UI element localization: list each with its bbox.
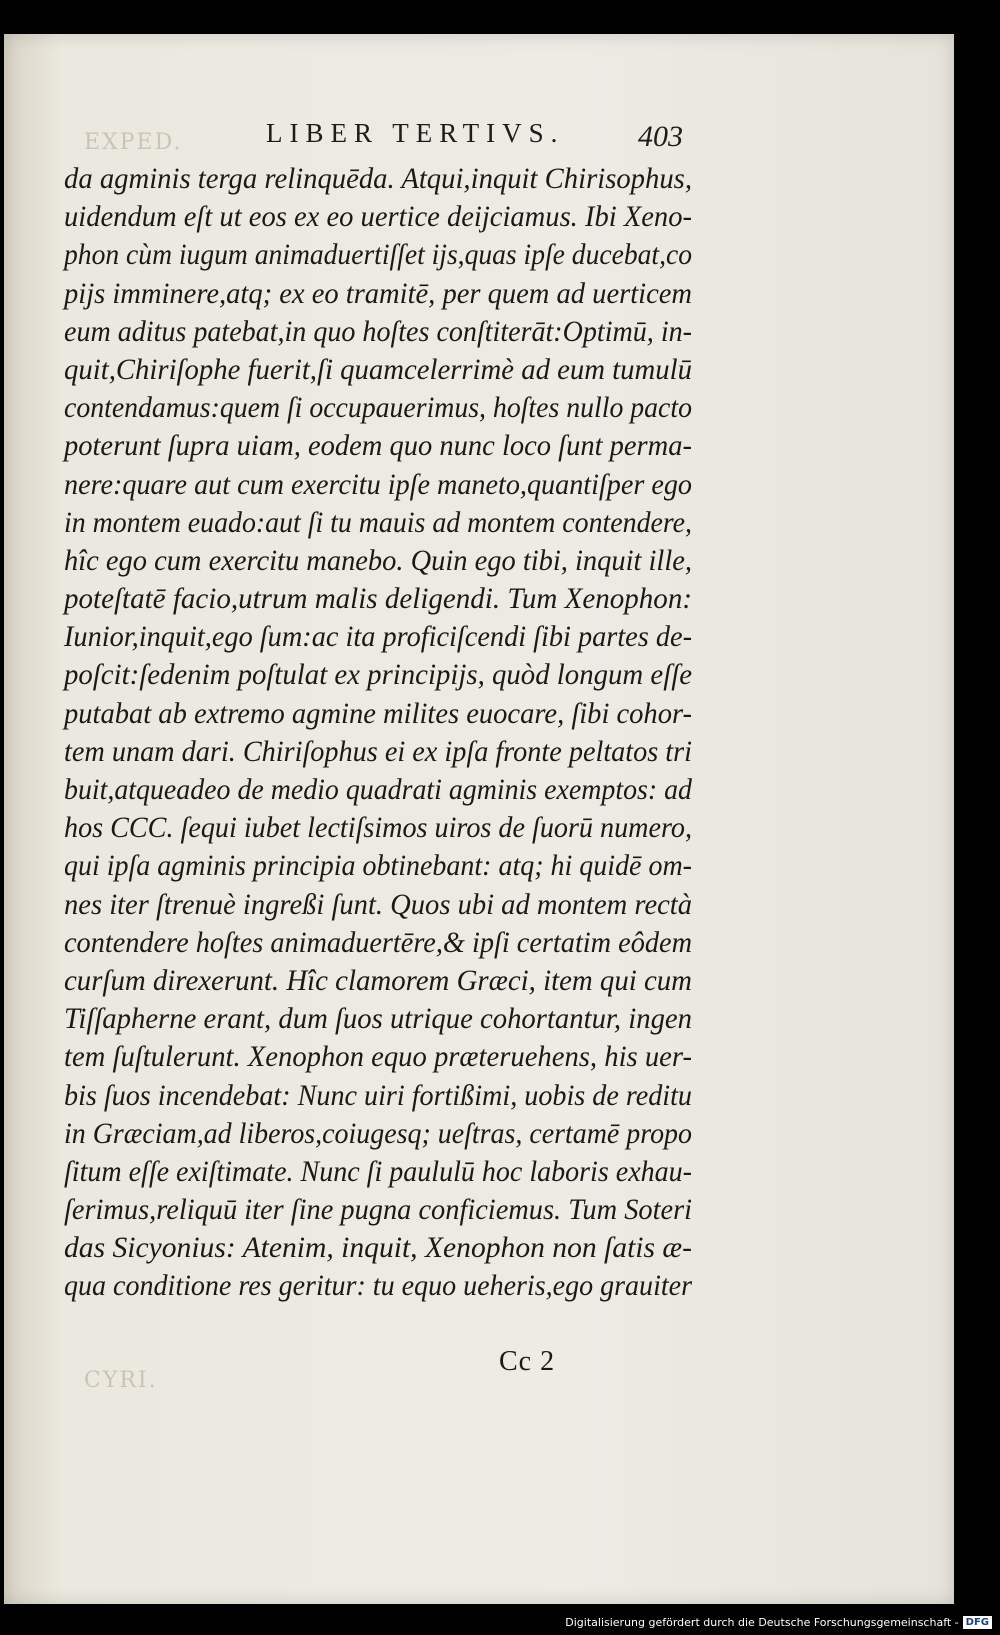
text-line: Iunior,inquit,ego ſum:ac ita proficiſcendi ſibi partes de- <box>64 620 692 654</box>
text-line: contendere hoſtes animaduertēre,& ipſi certatim eôdem <box>64 925 692 959</box>
book-page <box>4 34 954 1604</box>
text-line: qui ipſa agminis principia obtinebant: atq; hi quidē om- <box>64 849 692 883</box>
text-line: das Sicyonius: Atenim, inquit, Xenophon non ſatis æ- <box>64 1231 692 1265</box>
text-line: bis ſuos incendebat: Nunc uiri fortißimi, uobis de reditu <box>64 1078 692 1112</box>
text-line: ſerimus,reliquū iter ſine pugna conficiemus. Tum Soteri <box>64 1193 692 1227</box>
text-line: phon cùm iugum animaduertiſſet ijs,quas ipſe ducebat,co <box>64 238 692 272</box>
text-line: tem ſuſtulerunt. Xenophon equo præteruehens, his uer- <box>64 1040 692 1074</box>
text-line: hîc ego cum exercitu manebo. Quin ego tibi, inquit ille, <box>64 543 692 577</box>
text-line: in Græciam,ad liberos,coiugesq; ueſtras, certamē propo <box>64 1116 692 1150</box>
text-line: eum aditus patebat,in quo hoſtes conſtiterāt:Optimū, in- <box>64 314 692 348</box>
text-line: putabat ab extremo agmine milites euocare, ſibi cohor- <box>64 696 692 730</box>
text-line: qua conditione res geritur: tu equo ueheris,ego grauiter <box>64 1269 692 1303</box>
text-line: contendamus:quem ſi occupauerimus, hoſtes nullo pacto <box>64 391 692 425</box>
text-line: hos CCC. ſequi iubet lectiſsimos uiros de ſuorū numero, <box>64 811 692 845</box>
dfg-logo-icon: DFG <box>963 1616 992 1629</box>
text-line: Tiſſapherne erant, dum ſuos utrique cohortantur, ingen <box>64 1002 692 1036</box>
footer-credit: Digitalisierung gefördert durch die Deutsche Forschungsgemeinschaft - <box>565 1615 959 1629</box>
text-line: pijs imminere,atq; ex eo tramitē, per quem ad uerticem <box>64 276 692 310</box>
text-line: nes iter ſtrenuè ingreßi ſunt. Quos ubi ad montem rectà <box>64 887 692 921</box>
text-line: ſitum eſſe exiſtimate. Nunc ſi paululū hoc laboris exhau- <box>64 1154 692 1188</box>
running-head: LIBER TERTIVS. <box>266 118 565 148</box>
text-line: poterunt ſupra uiam, eodem quo nunc loco ſunt perma- <box>64 429 692 463</box>
page-number: 403 <box>638 120 683 153</box>
text-line: poſcit:ſedenim poſtulat ex principijs, quòd longum eſſe <box>64 658 692 692</box>
text-line: poteſtatē facio,utrum malis deligendi. Tum Xenophon: <box>64 582 692 616</box>
text-line: quit,Chiriſophe fuerit,ſi quamcelerrimè ad eum tumulū <box>64 352 692 386</box>
text-line: in montem euado:aut ſi tu mauis ad montem contendere, <box>64 505 692 539</box>
signature-mark: Cc 2 <box>499 1346 556 1377</box>
text-line: uidendum eſt ut eos ex eo uertice deijciamus. Ibi Xeno- <box>64 200 692 234</box>
text-line: curſum direxerunt. Hîc clamorem Græci, item qui cum <box>64 963 692 997</box>
text-line: da agminis terga relinquēda. Atqui,inquit Chirisophus, <box>64 162 692 195</box>
text-line: tem unam dari. Chiriſophus ei ex ipſa fronte peltatos tri <box>64 734 692 768</box>
text-line: nere:quare aut cum exercitu ipſe maneto,quantiſper ego <box>64 467 692 501</box>
show-through-text-bottom: CYRI. <box>84 1368 158 1393</box>
show-through-text-top: EXPED. <box>84 130 183 155</box>
page-header <box>4 118 954 158</box>
digitization-footer <box>565 1612 992 1632</box>
body-text <box>64 160 724 1306</box>
text-line: buit,atqueadeo de medio quadrati agminis exemptos: ad <box>64 773 692 806</box>
